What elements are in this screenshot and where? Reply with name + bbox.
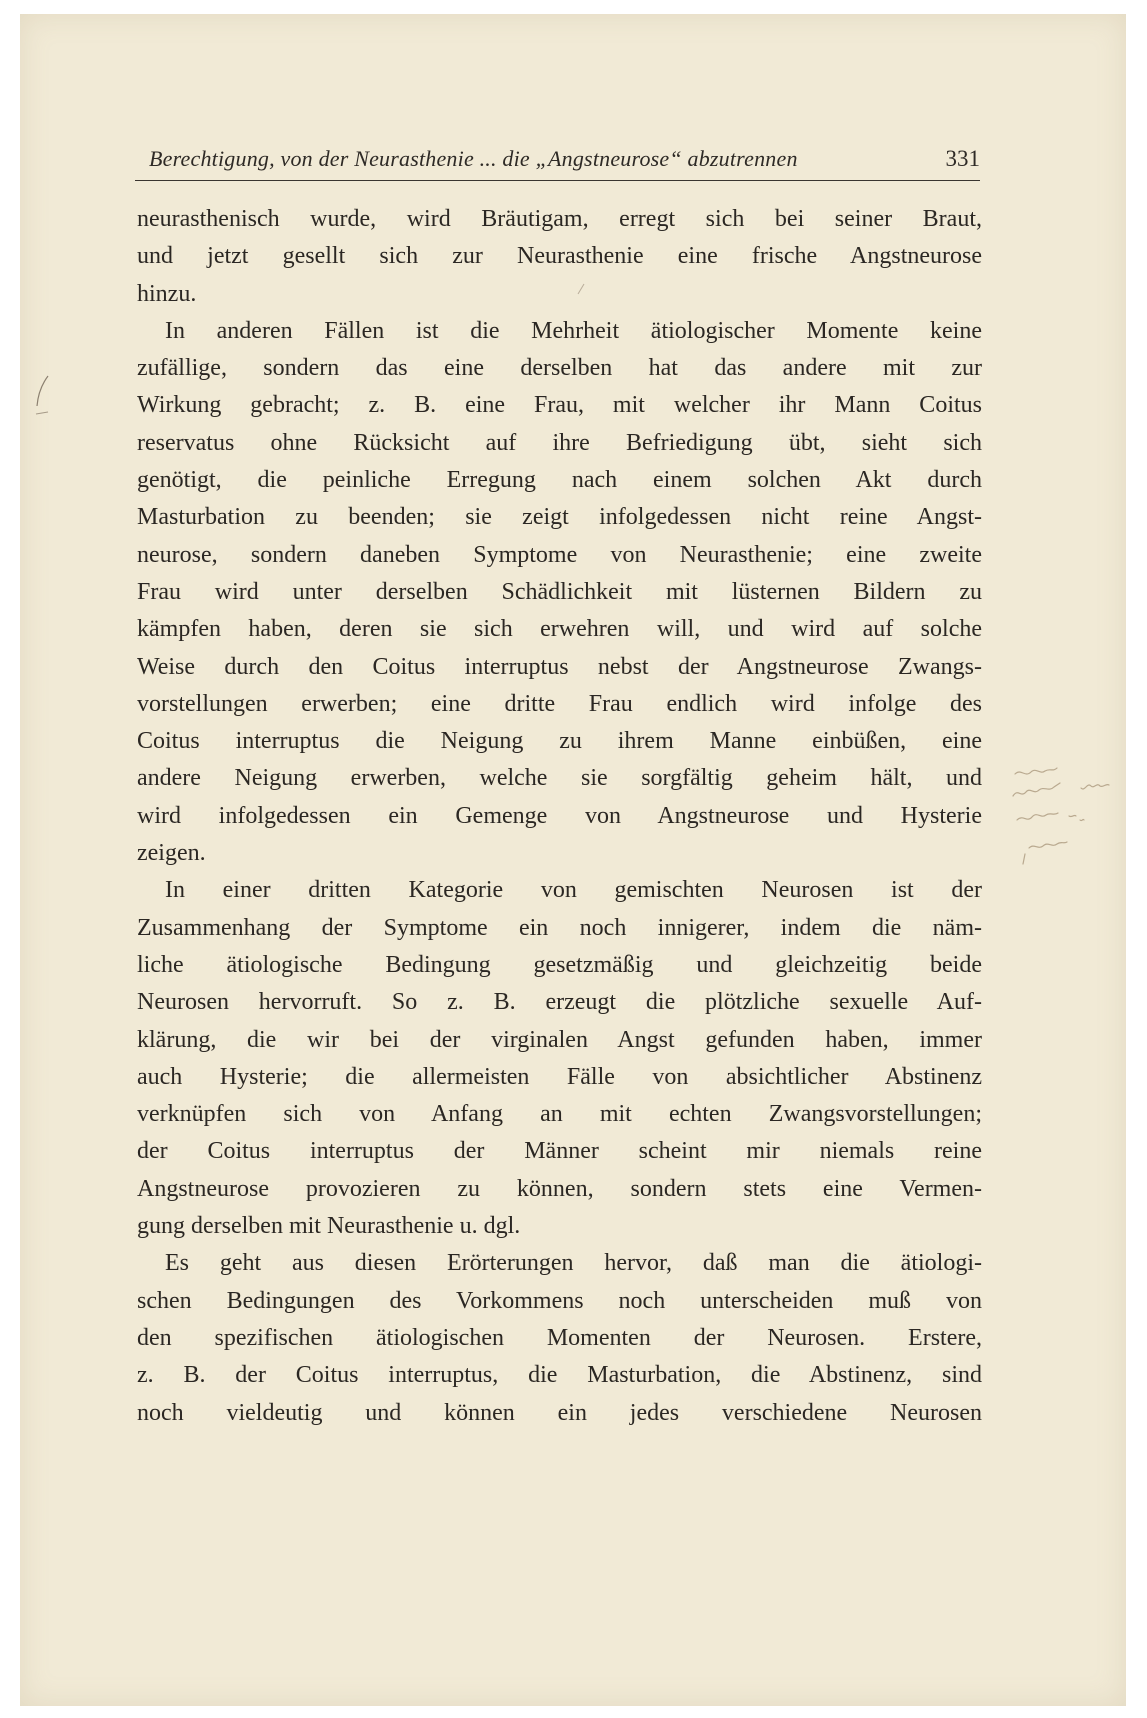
- text-line: Frau wird unter derselben Schädlichkeit mit lüsternen Bildern zu: [137, 578, 982, 605]
- text-line: verknüpfen sich von Anfang an mit echten Zwangsvorstellungen;: [137, 1101, 982, 1128]
- text-line: genötigt, die peinliche Erregung nach einem solchen Akt durch: [137, 467, 982, 494]
- text-line: und jetzt gesellt sich zur Neurasthenie eine frische Angstneurose: [137, 243, 982, 270]
- page-header: [135, 140, 980, 181]
- text-line: der Coitus interruptus der Männer scheint mir niemals reine: [137, 1138, 982, 1165]
- text-line: Wirkung gebracht; z. B. eine Frau, mit welcher ihr Mann Coitus: [137, 392, 982, 419]
- text-line: Neurosen hervorruft. So z. B. erzeugt die plötzliche sexuelle Auf-: [137, 989, 982, 1016]
- text-line: den spezifischen ätiologischen Momenten der Neurosen. Erstere,: [137, 1324, 982, 1351]
- text-line: In anderen Fällen ist die Mehrheit ätiologischer Momente keine: [165, 317, 982, 344]
- body-text: [137, 201, 982, 1432]
- text-line: Angstneurose provozieren zu können, sondern stets eine Vermen-: [137, 1175, 982, 1202]
- text-line: Zusammenhang der Symptome ein noch innigerer, indem die näm-: [137, 914, 982, 941]
- running-head: Berechtigung, von der Neurasthenie ... die „Angstneurose“ abzutrennen: [149, 146, 798, 171]
- text-line: Weise durch den Coitus interruptus nebst der Angstneurose Zwangs-: [137, 653, 982, 680]
- text-line: z. B. der Coitus interruptus, die Masturbation, die Abstinenz, sind: [137, 1362, 982, 1389]
- text-line: neurose, sondern daneben Symptome von Neurasthenie; eine zweite: [137, 541, 982, 568]
- text-line: klärung, die wir bei der virginalen Angst gefunden haben, immer: [137, 1026, 982, 1053]
- text-line: reservatus ohne Rücksicht auf ihre Befriedigung übt, sieht sich: [137, 429, 982, 456]
- page-number: 331: [945, 146, 980, 171]
- text-line: neurasthenisch wurde, wird Bräutigam, erregt sich bei seiner Braut,: [137, 206, 982, 232]
- text-line: andere Neigung erwerben, welche sie sorgfältig geheim hält, und: [137, 765, 982, 792]
- text-line: vorstellungen erwerben; eine dritte Frau endlich wird infolge des: [137, 690, 982, 717]
- text-line: schen Bedingungen des Vorkommens noch unterscheiden muß von: [137, 1287, 982, 1314]
- text-line: auch Hysterie; die allermeisten Fälle von absichtlicher Abstinenz: [137, 1063, 982, 1090]
- text-line: wird infolgedessen ein Gemenge von Angstneurose und Hysterie: [137, 802, 982, 829]
- text-line: zufällige, sondern das eine derselben hat das andere mit zur: [137, 355, 982, 382]
- text-line: zeigen.: [137, 840, 206, 867]
- text-line: Masturbation zu beenden; sie zeigt infolgedessen nicht reine Angst-: [137, 504, 982, 531]
- text-line: Coitus interruptus die Neigung zu ihrem Manne einbüßen, eine: [137, 728, 982, 755]
- handwritten-margin-note: [1005, 758, 1123, 878]
- book-page: [20, 14, 1126, 1706]
- pencil-tick-mark: [576, 282, 586, 296]
- text-line: hinzu.: [137, 280, 197, 307]
- text-line: liche ätiologische Bedingung gesetzmäßig und gleichzeitig beide: [137, 951, 982, 978]
- text-line: Es geht aus diesen Erörterungen hervor, daß man die ätiologi-: [165, 1250, 982, 1277]
- pencil-margin-mark: [20, 374, 60, 424]
- text-line: kämpfen haben, deren sie sich erwehren will, und wird auf solche: [137, 616, 982, 643]
- text-line: In einer dritten Kategorie von gemischten Neurosen ist der: [165, 877, 982, 904]
- text-line: gung derselben mit Neurasthenie u. dgl.: [137, 1213, 521, 1240]
- text-line: noch vieldeutig und können ein jedes verschiedene Neurosen: [137, 1399, 982, 1426]
